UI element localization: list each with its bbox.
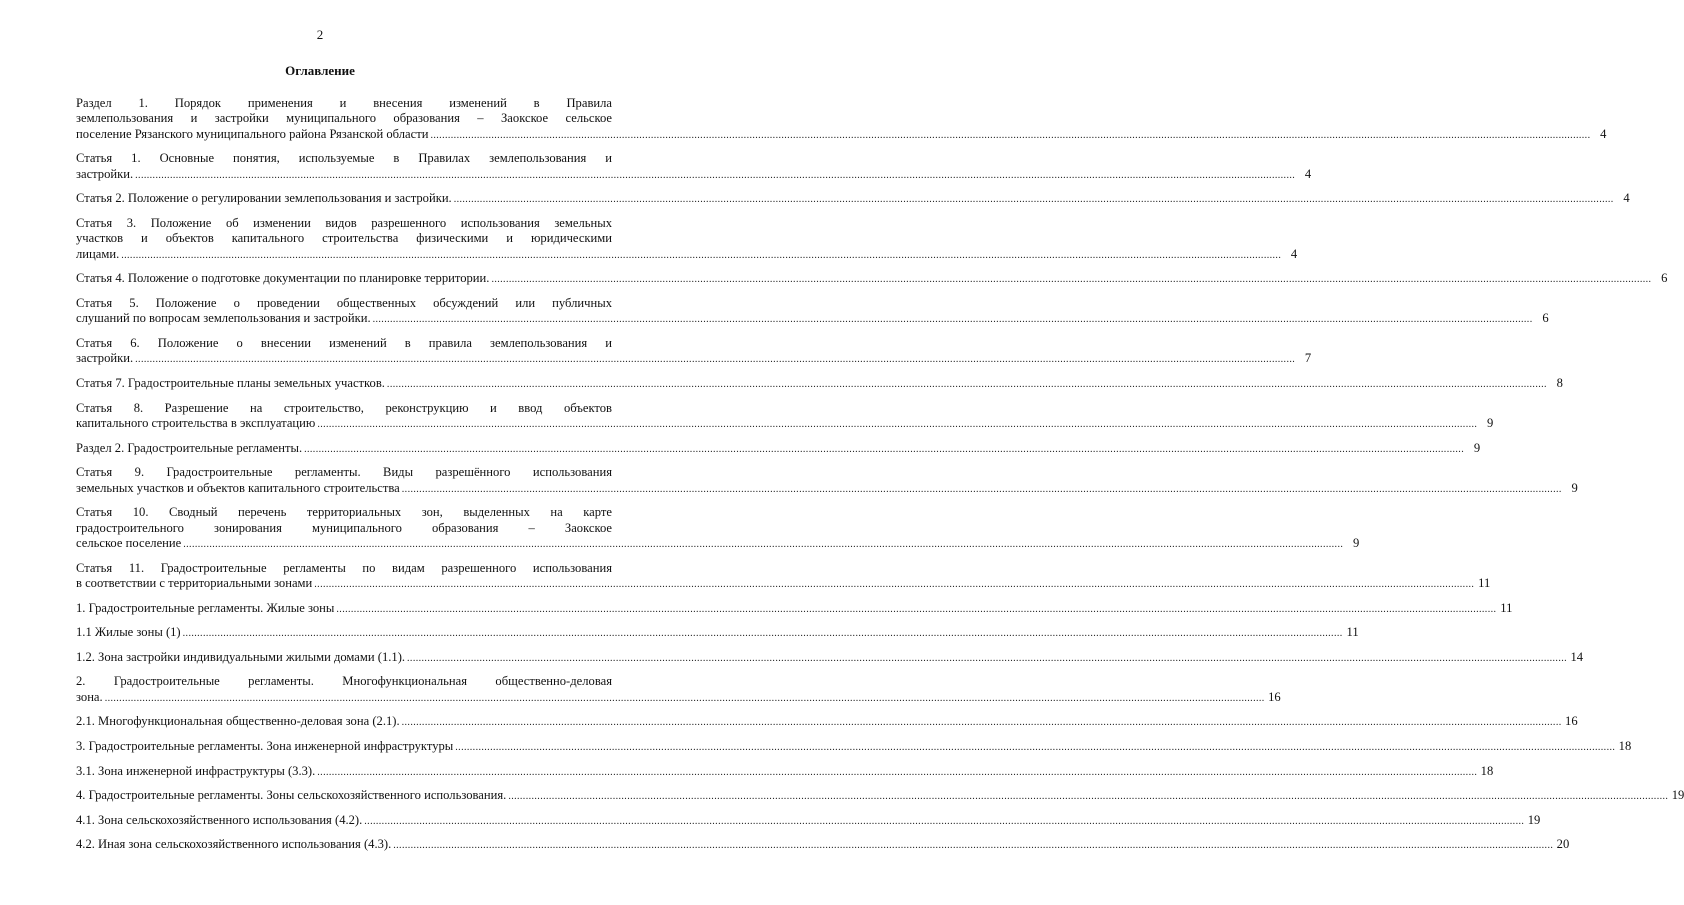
toc-entry-page-number: 4 <box>1590 127 1606 142</box>
toc-entry-title: 1.1 Жилые зоны (1) <box>76 625 181 640</box>
toc-entry-page-number: 6 <box>1651 271 1667 286</box>
toc-entry-title: 1.2. Зона застройки индивидуальными жилыми домами (1.1). <box>76 649 406 664</box>
dot-leader: ................................................................................................................................................................................................................................................................................................................................................................................................................ <box>104 692 1265 704</box>
toc-entry-text-line: Статья 10. Сводный перечень территориальных зон, выделенных на карте <box>76 505 612 520</box>
toc-entry[interactable] <box>76 763 1494 780</box>
toc-entry-title: Статья 2. Положение о регулировании землепользования и застройки. <box>76 191 452 206</box>
dot-leader: ................................................................................................................................................................................................................................................................................................................................................................................................................ <box>317 766 1478 778</box>
toc-entry[interactable] <box>76 336 1312 368</box>
toc-entry-page-number: 16 <box>1265 690 1281 705</box>
toc-entry-page-number: 20 <box>1553 837 1569 852</box>
dot-leader: ................................................................................................................................................................................................................................................................................................................................................................................................................ <box>401 717 1562 729</box>
toc-entry-text-line: Статья 3. Положение об изменении видов разрешенного использования земельных <box>76 216 612 230</box>
toc-entry[interactable] <box>76 649 1584 666</box>
dot-leader: ................................................................................................................................................................................................................................................................................................................................................................................................................ <box>407 652 1568 664</box>
toc-entry-title: застройки. <box>76 351 134 366</box>
toc-entry-page-number: 19 <box>1524 813 1540 828</box>
toc-entry-title: 3.1. Зона инженерной инфраструктуры (3.3). <box>76 763 316 778</box>
toc-entry-title: сельское поселение <box>76 536 182 550</box>
toc-entry-text-line: 2. Градостроительные регламенты. Многофункциональная общественно-деловая <box>76 674 612 689</box>
dot-leader: ................................................................................................................................................................................................................................................................................................................................................................................................................ <box>453 194 1614 206</box>
toc-entry[interactable] <box>76 560 1491 593</box>
toc-entry-title: земельных участков и объектов капитального строительства <box>76 480 400 495</box>
toc-entry-title: 4.2. Иная зона сельскохозяйственного использования (4.3). <box>76 837 392 852</box>
toc-entry-page-number: 4 <box>1614 191 1630 206</box>
dot-leader: ................................................................................................................................................................................................................................................................................................................................................................................................................ <box>183 539 1344 550</box>
toc-entry[interactable] <box>76 96 1607 143</box>
toc-entry-page-number: 19 <box>1668 788 1684 803</box>
dot-leader: ................................................................................................................................................................................................................................................................................................................................................................................................................ <box>364 815 1525 827</box>
toc-entry-text-line: Статья 8. Разрешение на строительство, реконструкцию и ввод объектов <box>76 400 612 415</box>
dot-leader: ................................................................................................................................................................................................................................................................................................................................................................................................................ <box>430 129 1591 141</box>
toc-entry-page-number: 9 <box>1343 536 1359 551</box>
dot-leader: ................................................................................................................................................................................................................................................................................................................................................................................................................ <box>135 169 1296 181</box>
toc-entry[interactable] <box>76 440 1481 457</box>
toc-entry-page-number: 4 <box>1281 247 1297 262</box>
toc-entry[interactable] <box>76 191 1630 207</box>
toc-entry[interactable] <box>76 376 1563 392</box>
toc-entry-text-line: участков и объектов капитального строительства физическими и юридическими <box>76 231 612 246</box>
toc-entry-title: Статья 4. Положение о подготовке документации по планировке территории. <box>76 271 490 286</box>
toc-entry[interactable] <box>76 788 1684 804</box>
toc-entry-title: 2.1. Многофункциональная общественно-деловая зона (2.1). <box>76 714 400 729</box>
toc-entry[interactable] <box>76 151 1312 183</box>
toc-entry-page-number: 11 <box>1474 576 1490 591</box>
toc-entry-page-number: 9 <box>1464 441 1480 456</box>
toc-entry-page-number: 16 <box>1562 714 1578 729</box>
toc-entry[interactable] <box>76 400 1494 433</box>
toc-entry-title: в соответствии с территориальными зонами <box>76 576 313 590</box>
toc-entry-title: слушаний по вопросам землепользования и застройки. <box>76 311 371 326</box>
toc-entry-title: Раздел 2. Градостроительные регламенты. <box>76 440 303 455</box>
toc-entry[interactable] <box>76 738 1632 755</box>
toc-entry-title: 1. Градостроительные регламенты. Жилые зоны <box>76 600 335 615</box>
dot-leader: ................................................................................................................................................................................................................................................................................................................................................................................................................ <box>336 603 1497 615</box>
toc-entry[interactable] <box>76 216 1298 263</box>
toc-entry-title: капитального строительства в эксплуатацию <box>76 416 316 430</box>
dot-leader: ................................................................................................................................................................................................................................................................................................................................................................................................................ <box>372 314 1533 326</box>
toc-entry[interactable] <box>76 600 1513 617</box>
toc-entry[interactable] <box>76 505 1360 552</box>
dot-leader: ................................................................................................................................................................................................................................................................................................................................................................................................................ <box>508 791 1669 803</box>
dot-leader: ................................................................................................................................................................................................................................................................................................................................................................................................................ <box>317 419 1478 430</box>
toc-entry-page-number: 7 <box>1295 351 1311 366</box>
toc-entry-page-number: 8 <box>1547 376 1563 391</box>
toc-entry-text-line: Статья 9. Градостроительные регламенты. Виды разрешённого использования <box>76 465 612 480</box>
toc-entry-page-number: 14 <box>1567 650 1583 665</box>
toc-entry[interactable] <box>76 271 1668 287</box>
dot-leader: ................................................................................................................................................................................................................................................................................................................................................................................................................ <box>121 249 1282 261</box>
toc-entry-page-number: 4 <box>1295 167 1311 182</box>
toc-entry-title: зона. <box>76 689 103 704</box>
toc-entry[interactable] <box>76 296 1549 328</box>
toc-entry-text-line: Статья 11. Градостроительные регламенты по видам разрешенного использования <box>76 560 612 575</box>
toc-entry[interactable] <box>76 674 1281 706</box>
toc-entry-text-line: Статья 1. Основные понятия, используемые в Правилах землепользования и <box>76 151 612 166</box>
page-number: 2 <box>316 27 324 42</box>
toc-entry-title: поселение Рязанского муниципального района Рязанской области <box>76 126 429 141</box>
toc-entry-text-line: Раздел 1. Порядок применения и внесения изменений в Правила <box>76 96 612 110</box>
dot-leader: ................................................................................................................................................................................................................................................................................................................................................................................................................ <box>386 379 1547 390</box>
toc-entry-page-number: 9 <box>1477 416 1493 431</box>
toc-entry-page-number: 11 <box>1343 625 1359 640</box>
toc-entry[interactable] <box>76 625 1359 641</box>
toc-entry[interactable] <box>76 812 1541 829</box>
toc-entry-title: 4.1. Зона сельскохозяйственного использования (4.2). <box>76 812 363 827</box>
toc-entry[interactable] <box>76 465 1578 497</box>
dot-leader: ................................................................................................................................................................................................................................................................................................................................................................................................................ <box>304 443 1465 455</box>
dot-leader: ................................................................................................................................................................................................................................................................................................................................................................................................................ <box>314 579 1475 590</box>
dot-leader: ................................................................................................................................................................................................................................................................................................................................................................................................................ <box>401 483 1562 495</box>
toc-entry-page-number: 6 <box>1533 311 1549 326</box>
dot-leader: ................................................................................................................................................................................................................................................................................................................................................................................................................ <box>455 741 1616 753</box>
table-of-contents <box>76 96 1684 862</box>
toc-entry-text-line: Статья 6. Положение о внесении изменений в правила землепользования и <box>76 336 612 350</box>
toc-entry-text-line: Статья 5. Положение о проведении общественных обсуждений или публичных <box>76 296 612 310</box>
toc-entry-title: 4. Градостроительные регламенты. Зоны сельскохозяйственного использования. <box>76 788 507 803</box>
toc-entry-page-number: 18 <box>1615 739 1631 754</box>
toc-entry-page-number: 11 <box>1496 601 1512 616</box>
toc-entry-text-line: градостроительного зонирования муниципального образования – Заокское <box>76 520 612 535</box>
toc-entry[interactable] <box>76 714 1578 730</box>
toc-entry-title: лицами. <box>76 246 120 261</box>
toc-entry-title: застройки. <box>76 166 134 181</box>
dot-leader: ................................................................................................................................................................................................................................................................................................................................................................................................................ <box>393 840 1554 852</box>
toc-entry[interactable] <box>76 837 1570 853</box>
toc-entry-page-number: 18 <box>1477 764 1493 779</box>
dot-leader: ................................................................................................................................................................................................................................................................................................................................................................................................................ <box>182 628 1343 640</box>
toc-title: Оглавление <box>285 63 355 78</box>
toc-entry-title: Статья 7. Градостроительные планы земельных участков. <box>76 376 385 390</box>
toc-entry-title: 3. Градостроительные регламенты. Зона инженерной инфраструктуры <box>76 738 454 753</box>
dot-leader: ................................................................................................................................................................................................................................................................................................................................................................................................................ <box>135 354 1296 366</box>
toc-entry-text-line: землепользования и застройки муниципального образования – Заокское сельское <box>76 111 612 126</box>
toc-entry-page-number: 9 <box>1562 481 1578 496</box>
dot-leader: ................................................................................................................................................................................................................................................................................................................................................................................................................ <box>491 274 1652 286</box>
